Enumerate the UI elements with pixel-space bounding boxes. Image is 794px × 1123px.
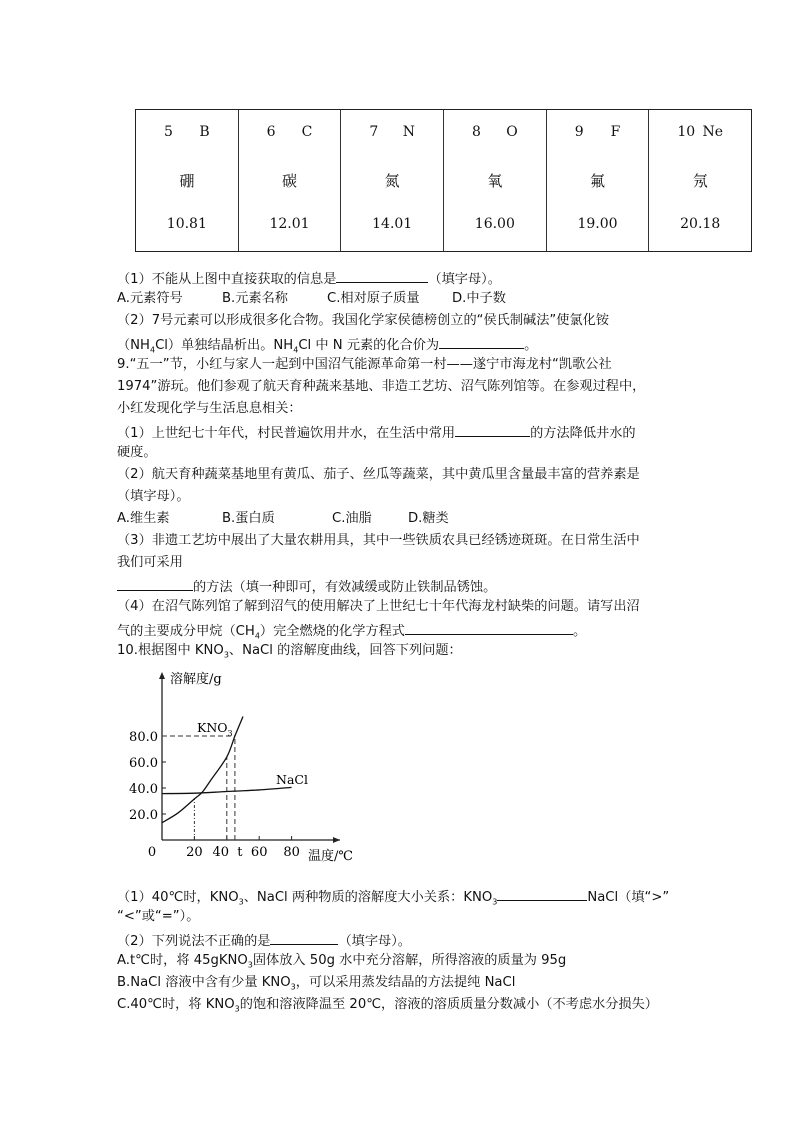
element-cell (239, 110, 342, 251)
atomic-mass: 12.01 (269, 216, 310, 232)
q8-part2-line1: （2）7号元素可以形成很多化合物。我国化学家侯德榜创立的“侯氏制碱法”使氯化铵 (117, 313, 610, 328)
element-symbol: Ne (702, 124, 724, 140)
q9-intro-line3: 小红发现化学与生活息息相关： (117, 401, 302, 416)
q8-part1-options (117, 290, 506, 308)
q9-part1 (117, 422, 636, 443)
q9-intro-line1: 9.“五一”节，小红与家人一起到中国沼气能源革命第一村——遂宁市海龙村“凯歌公社 (117, 357, 612, 372)
subscript: 3 (247, 960, 253, 970)
y-axis-arrow (159, 672, 165, 679)
subscript: 4 (293, 345, 299, 355)
element-symbol: F (610, 124, 621, 140)
q9-part2-options (117, 510, 449, 528)
series-label-subscript: 3 (227, 729, 233, 738)
element-name: 氮 (384, 172, 400, 190)
subscript: 3 (492, 897, 498, 907)
atomic-number: 9 (574, 124, 584, 140)
q10-part1 (117, 886, 669, 912)
text: A.t℃时，将 45gKNO (117, 953, 248, 968)
y-tick-label: 80.0 (129, 730, 158, 745)
periodic-table-strip (135, 109, 752, 252)
text: 10.根据图中 KNO (117, 643, 224, 658)
element-name: 氖 (692, 172, 708, 190)
x-tick-label: 0 (147, 845, 157, 860)
text: 、NaCl 的溶解度曲线，回答下列问题： (228, 643, 462, 658)
series-label-kno3 (197, 720, 233, 738)
element-name: 碳 (282, 172, 298, 190)
option-c: C.油脂 (332, 511, 372, 526)
y-tick-label: 40.0 (129, 782, 158, 797)
q10-part1-cont: “<”或“=”）。 (117, 909, 200, 924)
option-d: D.中子数 (452, 291, 506, 306)
x-tick-label: 20 (186, 845, 203, 860)
series-label-text: KNO (197, 720, 228, 735)
x-tick-label: 40 (212, 845, 230, 860)
option-d: D.糖类 (408, 511, 449, 526)
element-name: 氧 (487, 172, 503, 190)
q9-part2: （2）航天育种蔬菜基地里有黄瓜、茄子、丝瓜等蔬菜，其中黄瓜里含量最丰富的营养素是 (117, 467, 640, 482)
answer-blank[interactable] (336, 268, 428, 283)
atomic-mass: 19.00 (577, 216, 618, 232)
answer-blank[interactable] (497, 886, 587, 901)
atomic-number: 5 (164, 124, 173, 140)
answer-blank[interactable] (439, 334, 524, 349)
text: 的饱和溶液降温至 20℃，溶液的溶质质量分数减小（不考虑水分损失） (239, 997, 658, 1012)
x-tick-label: 80 (283, 845, 300, 860)
text: 的方法（填一种即可，有效减缓或防止铁制品锈蚀。 (193, 580, 497, 595)
q8-part1-text: （1）不能从上图中直接获取的信息是 (117, 272, 337, 287)
text: ）完全燃烧的化学方程式 (259, 624, 405, 639)
subscript: 3 (238, 897, 244, 907)
element-cell (136, 110, 239, 251)
text: （填字母）。 (338, 934, 411, 949)
q9-part3: （3）非遗工艺坊中展出了大量农耕用具，其中一些铁质农具已经锈迹斑斑。在日常生活中 (117, 533, 640, 548)
q8-part1 (117, 268, 501, 289)
text: Cl）单独结晶析出。NH (155, 338, 294, 353)
q9-part3-cont: 我们可采用 (117, 555, 183, 570)
text: 。 (524, 338, 538, 353)
element-symbol: O (506, 124, 518, 140)
subscript: 4 (254, 631, 260, 641)
text: （2）下列说法不正确的是 (117, 934, 271, 949)
x-tick-label: 60 (250, 845, 268, 860)
answer-blank[interactable] (117, 576, 193, 591)
q9-part1-cont: 硬度。 (117, 445, 157, 460)
q10-option-b (117, 974, 515, 997)
text: NaCl（填“>” (587, 890, 670, 905)
subscript: 3 (234, 1004, 240, 1014)
y-tick-label: 60.0 (129, 756, 158, 771)
element-symbol: N (402, 124, 416, 140)
subscript: 3 (290, 982, 296, 992)
atomic-mass: 10.81 (166, 216, 207, 232)
option-a: A.元素符号 (117, 291, 183, 306)
atomic-mass: 16.00 (474, 216, 515, 232)
subscript: 3 (223, 650, 229, 660)
element-cell (444, 110, 547, 251)
solubility-chart (110, 660, 380, 870)
atomic-number: 10 (677, 124, 696, 140)
q9-part2-tail: （填字母）。 (117, 489, 190, 504)
text: 、NaCl 两种物质的溶解度大小关系：KNO (243, 890, 493, 905)
text: 。 (572, 624, 587, 639)
element-symbol: C (301, 124, 313, 140)
text: 气的主要成分甲烷（CH (117, 624, 255, 639)
text: （1）上世纪七十年代，村民普遍饮用井水，在生活中常用 (117, 426, 456, 441)
option-b: B.元素名称 (222, 291, 288, 306)
atomic-mass: 14.01 (372, 216, 413, 232)
x-axis-label: 温度/℃ (308, 849, 353, 864)
atomic-number: 7 (369, 124, 379, 140)
text: C.40℃时，将 KNO (117, 997, 235, 1012)
atomic-mass: 20.18 (680, 216, 721, 232)
element-cell (649, 110, 751, 251)
option-c: C.相对原子质量 (327, 291, 420, 306)
q9-part4: （4）在沼气陈列馆了解到沼气的使用解决了上世纪七十年代海龙村缺柴的问题。请写出沼 (117, 599, 640, 614)
q10-option-c (117, 996, 658, 1019)
series-label-nacl: NaCl (276, 772, 308, 787)
x-axis-arrow (333, 837, 340, 843)
q8-part1-tail: （填字母）。 (428, 272, 501, 287)
y-axis-label: 溶解度/g (170, 672, 222, 687)
text: 固体放入 50g 水中充分溶解，所得溶液的质量为 95g (252, 953, 567, 968)
subscript: 4 (149, 345, 156, 355)
text: 的方法降低井水的 (530, 426, 636, 441)
q9-part3-cont2 (117, 576, 496, 597)
text: （1）40℃时，KNO (117, 890, 239, 905)
atomic-number: 6 (266, 124, 276, 140)
option-a: A.维生素 (117, 511, 170, 526)
element-name: 氟 (590, 172, 606, 190)
q10-part2 (117, 930, 411, 951)
element-cell (547, 110, 650, 251)
element-name: 硼 (179, 172, 195, 190)
answer-blank[interactable] (455, 422, 530, 437)
atomic-number: 8 (472, 124, 481, 140)
text: B.NaCl 溶液中含有少量 KNO (117, 975, 291, 990)
x-tick-label: t (237, 845, 243, 860)
text: （NH (117, 338, 150, 353)
option-b: B.蛋白质 (222, 511, 275, 526)
answer-blank[interactable] (270, 930, 338, 945)
q10-option-a (117, 952, 566, 975)
text: ，可以采用蒸发结晶的方法提纯 NaCl (295, 975, 516, 990)
y-tick-label: 20.0 (129, 808, 158, 823)
element-symbol: B (199, 124, 210, 140)
text: Cl 中 N 元素的化合价为 (298, 338, 440, 353)
q9-intro-line2: 1974”游玩。他们参观了航天育种蔬来基地、非造工艺坊、沼气陈列馆等。在参观过程中， (117, 379, 646, 394)
answer-blank[interactable] (405, 620, 573, 635)
element-cell (341, 110, 444, 251)
